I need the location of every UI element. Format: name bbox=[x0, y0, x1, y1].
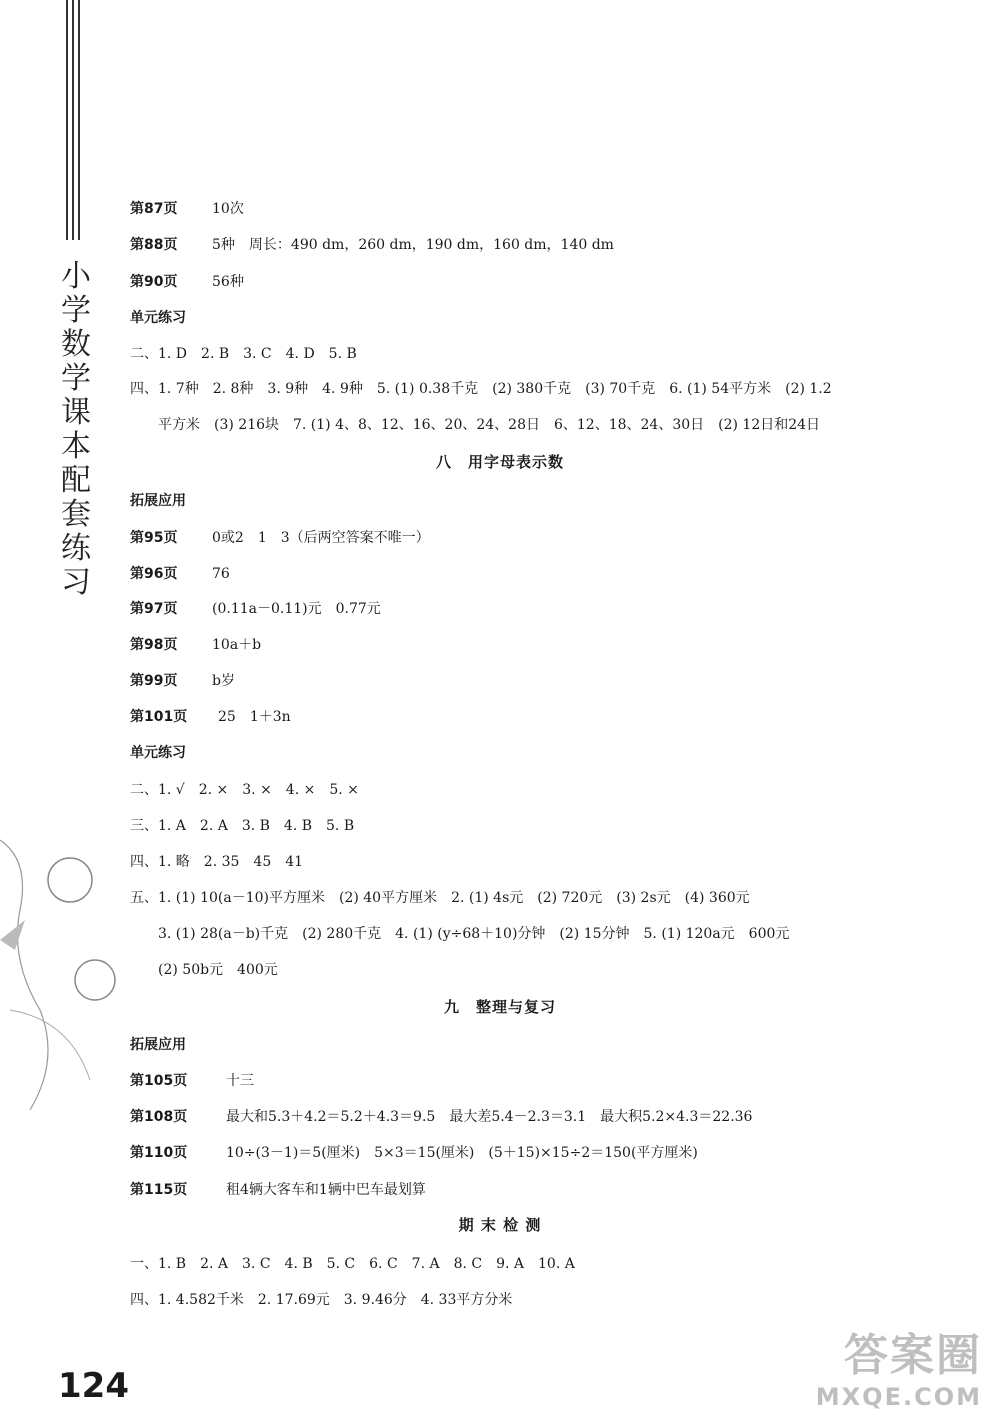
answer-line: 第97页 (0.11a－0.11)元 0.77元 bbox=[130, 601, 381, 617]
answer-line: 第99页 b岁 bbox=[130, 673, 235, 689]
chapter-title: 九 整理与复习 bbox=[443, 998, 556, 1016]
answer-line: 第105页 十三 bbox=[130, 1073, 254, 1089]
answer-line: 第101页 25 1＋3n bbox=[130, 709, 291, 725]
answer-line: 第108页 最大和5.3＋4.2＝5.2＋4.3＝9.5 最大差5.4－2.3＝3.1 最大积5.2×4.3＝22.36 bbox=[130, 1109, 753, 1125]
answer-line: 第95页 0或2 1 3（后两空答案不唯一） bbox=[130, 530, 430, 546]
decorative-illustration bbox=[0, 820, 120, 1120]
answer-line: 二、1. √ 2. × 3. × 4. × 5. × bbox=[130, 782, 359, 798]
answer-line: 第110页 10÷(3－1)＝5(厘米) 5×3＝15(厘米) (5＋15)×15÷2＝150(平方厘米) bbox=[130, 1145, 698, 1161]
answer-line: 3. (1) 28(a－b)千克 (2) 280千克 4. (1) (y÷68＋10)分钟 (2) 15分钟 5. (1) 120a元 600元 bbox=[158, 926, 790, 942]
chapter-title: 期 末 检 测 bbox=[458, 1216, 542, 1234]
answer-line: 三、1. A 2. A 3. B 4. B 5. B bbox=[130, 818, 355, 834]
section-heading: 拓展应用 bbox=[130, 1037, 186, 1053]
answer-line: (2) 50b元 400元 bbox=[158, 962, 278, 978]
answer-line: 平方米 (3) 216块 7. (1) 4、8、12、16、20、24、28日 6、12、18、24、30日 (2) 12日和24日 bbox=[158, 417, 821, 433]
answer-line: 一、1. B 2. A 3. C 4. B 5. C 6. C 7. A 8. C 9. A 10. A bbox=[130, 1256, 575, 1272]
binding-line bbox=[78, 0, 80, 240]
book-title-vertical: 小 学 数 学 课 本 配 套 练 习 bbox=[61, 259, 91, 600]
watermark-logo: 答案圈 MXQE.COM bbox=[815, 1330, 982, 1411]
answer-line: 四、1. 4.582千米 2. 17.69元 3. 9.46分 4. 33平方分米 bbox=[130, 1292, 513, 1308]
answer-line: 第87页 10次 bbox=[130, 201, 244, 217]
answer-line: 第90页 56种 bbox=[130, 274, 244, 290]
page-number: 124 bbox=[58, 1366, 129, 1406]
binding-line bbox=[66, 0, 68, 240]
answer-line: 第88页 5种 周长：490 dm，260 dm，190 dm，160 dm，140 dm bbox=[130, 237, 614, 253]
answer-line: 四、1. 略 2. 35 45 41 bbox=[130, 854, 304, 870]
answer-line: 第98页 10a＋b bbox=[130, 637, 262, 653]
answer-line: 二、1. D 2. B 3. C 4. D 5. B bbox=[130, 346, 357, 362]
section-heading: 拓展应用 bbox=[130, 493, 186, 509]
binding-line bbox=[72, 0, 74, 240]
chapter-title: 八 用字母表示数 bbox=[435, 453, 564, 471]
section-heading: 单元练习 bbox=[130, 745, 186, 761]
answer-line: 四、1. 7种 2. 8种 3. 9种 4. 9种 5. (1) 0.38千克 (2) 380千克 (3) 70千克 6. (1) 54平方米 (2) 1.2 bbox=[130, 381, 832, 397]
section-heading: 单元练习 bbox=[130, 310, 186, 326]
answer-line: 五、1. (1) 10(a－10)平方厘米 (2) 40平方厘米 2. (1) 4s元 (2) 720元 (3) 2s元 (4) 360元 bbox=[130, 890, 750, 906]
answer-line: 第96页 76 bbox=[130, 566, 230, 582]
answer-line: 第115页 租4辆大客车和1辆中巴车最划算 bbox=[130, 1182, 426, 1198]
